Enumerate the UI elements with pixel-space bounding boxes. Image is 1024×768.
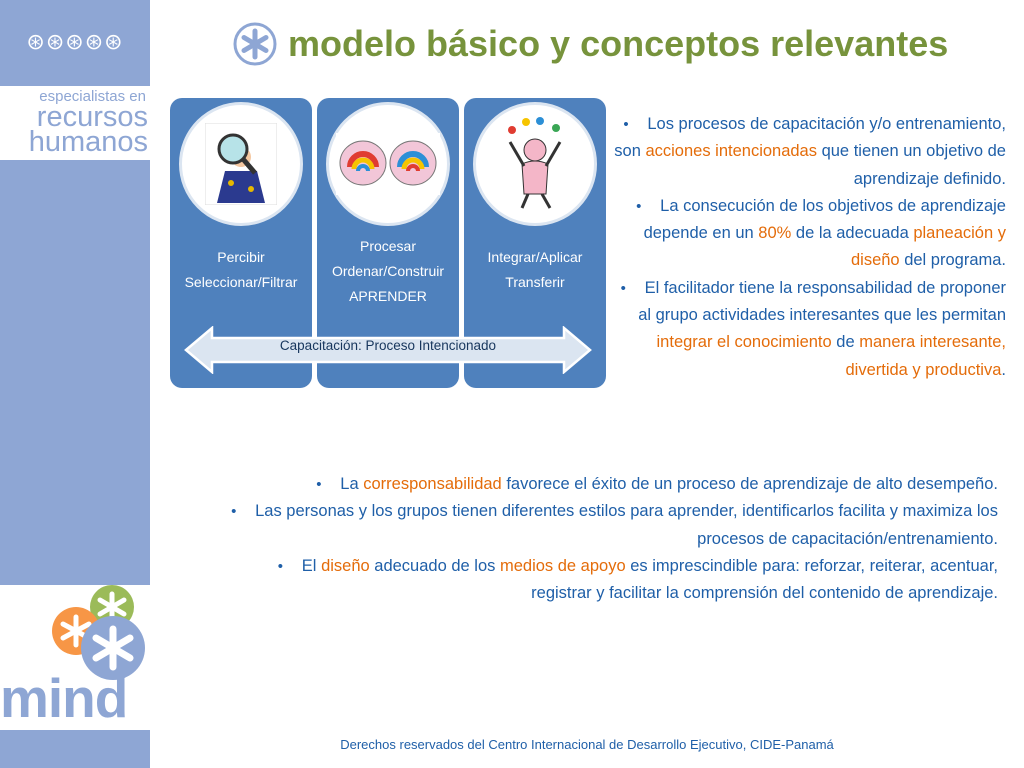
- stars-decoration: ⊛⊛⊛⊛⊛: [26, 30, 124, 55]
- panel-image-circle: [473, 102, 597, 226]
- highlighted-text: 80%: [758, 224, 792, 243]
- bullet-text: es imprescindible para: reforzar, reiterar, acentuar, registrar y facilitar la comprensión del contenido de aprendizaje.: [531, 556, 998, 603]
- highlighted-text: diseño: [321, 556, 370, 575]
- brand-logo: [0, 86, 150, 160]
- bullet-item: [226, 498, 998, 553]
- panel-line: Percibir: [217, 249, 265, 265]
- bullet-text: Los procesos de capacitación y/o entrenamiento, son: [614, 115, 1006, 161]
- bullet-text: del programa.: [899, 251, 1006, 270]
- page-title-row: [232, 14, 948, 74]
- bullet-text: de la adecuada: [791, 224, 914, 243]
- bullet-item: [226, 471, 998, 498]
- sidebar: [0, 0, 150, 768]
- highlighted-text: medios de apoyo: [499, 556, 626, 575]
- bullet-item: [612, 193, 1006, 275]
- bullet-dot: •: [316, 476, 322, 493]
- bullet-text: La consecución de los objetivos de aprendizaje depende en un: [643, 196, 1006, 243]
- page-title: modelo básico y conceptos relevantes: [288, 23, 949, 64]
- brand-line-1: especialistas en: [39, 88, 146, 105]
- bullet-item: [226, 553, 998, 608]
- brand-line-3: humanos: [28, 126, 148, 158]
- bullet-text: de: [831, 333, 860, 352]
- bullet-item: [612, 111, 1006, 193]
- highlighted-text: corresponsabilidad: [363, 475, 502, 493]
- panel-image-circle: [326, 102, 450, 226]
- bullet-text: El facilitador tiene la responsabilidad de proponer al grupo actividades interesantes que les permitan: [638, 278, 1006, 325]
- highlighted-text: planeación y diseño: [850, 224, 1006, 270]
- bullet-text: favorece el éxito de un proceso de aprendizaje de alto desempeño.: [501, 475, 998, 493]
- bullet-text: .: [1001, 360, 1006, 379]
- panel-line: Transferir: [505, 274, 565, 290]
- highlighted-text: acciones intencionadas: [645, 142, 817, 161]
- highlighted-text: manera interesante, divertida y productiva: [845, 333, 1006, 379]
- panel-line: Seleccionar/Filtrar: [184, 274, 298, 290]
- bullet-dot: •: [620, 279, 626, 297]
- highlighted-text: integrar el conocimiento: [656, 333, 832, 352]
- panel-line: Ordenar/Construir: [331, 263, 445, 279]
- process-diagram: [170, 98, 606, 388]
- arrow-label: Capacitación: Proceso Intencionado: [279, 338, 497, 353]
- brain-hemispheres-icon: [336, 133, 440, 195]
- bullet-dot: •: [623, 116, 629, 133]
- bullet-text: La: [340, 475, 364, 493]
- bullet-text: que tienen un objetivo de aprendizaje definido.: [817, 142, 1006, 188]
- bullet-dot: •: [277, 557, 284, 575]
- panel-line: APRENDER: [349, 288, 427, 304]
- right-bullet-list: [612, 111, 1006, 384]
- asterisk-circle-icon: [232, 21, 278, 67]
- mind-logo: [0, 585, 150, 730]
- bullet-text: El: [301, 556, 322, 575]
- panel-line: Procesar: [359, 238, 417, 254]
- bullet-text: Las personas y los grupos tienen diferentes estilos para aprender, identificarlos facilita y maximiza los procesos de capacitación/entrenamiento.: [255, 502, 998, 548]
- brand-line-2: recursos: [36, 101, 148, 133]
- bullet-dot: •: [231, 503, 237, 521]
- panel-image-circle: [179, 102, 303, 226]
- bottom-bullet-list: [226, 471, 998, 607]
- mind-wordmark: mind: [0, 667, 128, 729]
- magnifier-person-icon: [205, 123, 277, 205]
- footer-copyright: Derechos reservados del Centro Internacional de Desarrollo Ejecutivo, CIDE-Panamá: [340, 737, 834, 752]
- bullet-dot: •: [636, 197, 642, 215]
- juggler-icon: [502, 116, 568, 212]
- panel-line: Integrar/Aplicar: [487, 249, 583, 265]
- bullet-text: adecuado de los: [369, 556, 500, 575]
- bullet-item: [612, 275, 1006, 384]
